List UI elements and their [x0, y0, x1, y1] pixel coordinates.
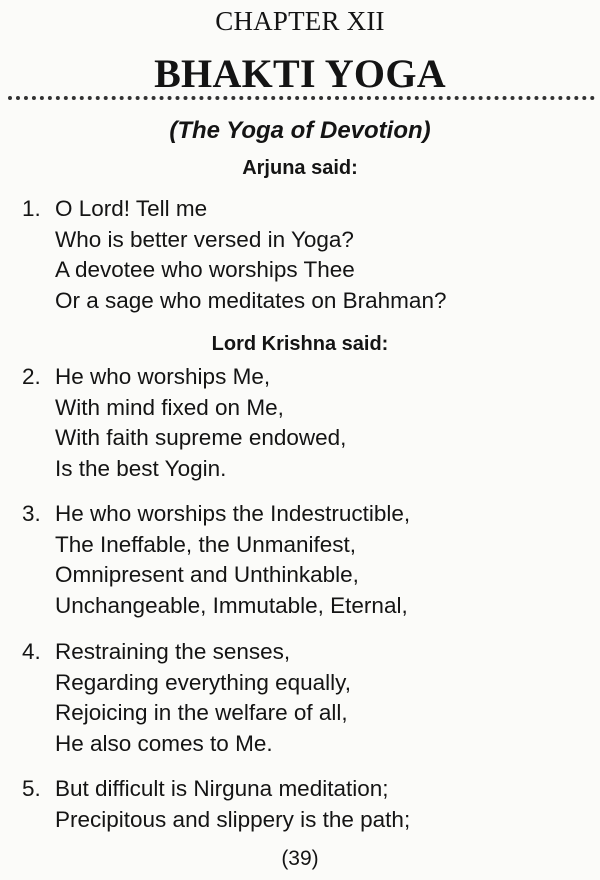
verse-line: He also comes to Me.: [55, 730, 273, 756]
verse-line: He who worships the Indestructible,: [55, 501, 411, 526]
verse-line: With faith supreme endowed,: [55, 425, 347, 450]
verse-line: The Ineffable, the Unmanifest,: [55, 531, 357, 557]
verse-line: But difficult is Nirguna meditation;: [55, 776, 389, 801]
chapter-title: BHAKTI YOGA: [154, 51, 446, 96]
speaker-heading-krishna: Lord Krishna said:: [211, 333, 389, 355]
verse-line: With mind fixed on Me,: [55, 394, 284, 420]
dotted-divider: [8, 96, 595, 100]
verse-line: Or a sage who meditates on Brahman?: [55, 287, 447, 313]
verse-number: 5.: [22, 776, 41, 801]
verse-lines: [55, 774, 410, 835]
verse-line: Rejoicing in the welfare of all,: [55, 700, 348, 725]
verse-line: Precipitous and slippery is the path;: [55, 806, 411, 832]
verse-line: He who worships Me,: [55, 364, 271, 389]
verse-line: Is the best Yogin.: [55, 455, 227, 481]
verse-line: Restraining the senses,: [55, 639, 291, 664]
speaker-heading-arjuna: Arjuna said:: [242, 157, 358, 179]
verse-number: 4.: [22, 639, 41, 664]
verse-lines: [55, 194, 446, 316]
verse-lines: [55, 362, 346, 484]
verse-line: Unchangeable, Immutable, Eternal,: [55, 592, 408, 618]
verse-number: 2.: [22, 364, 41, 389]
verse-line: Who is better versed in Yoga?: [55, 226, 354, 252]
page-number: (39): [281, 847, 319, 870]
verse-lines: [55, 637, 351, 759]
verse-line: Regarding everything equally,: [55, 669, 352, 695]
verse-number: 1.: [22, 196, 41, 221]
chapter-label: CHAPTER XII: [215, 6, 385, 36]
verse-lines: [55, 499, 410, 621]
chapter-subtitle: (The Yoga of Devotion): [169, 117, 431, 144]
verse-line: A devotee who worships Thee: [55, 257, 355, 282]
verse-line: O Lord! Tell me: [55, 196, 208, 221]
verse-number: 3.: [22, 501, 41, 526]
verse-line: Omnipresent and Unthinkable,: [55, 562, 359, 587]
